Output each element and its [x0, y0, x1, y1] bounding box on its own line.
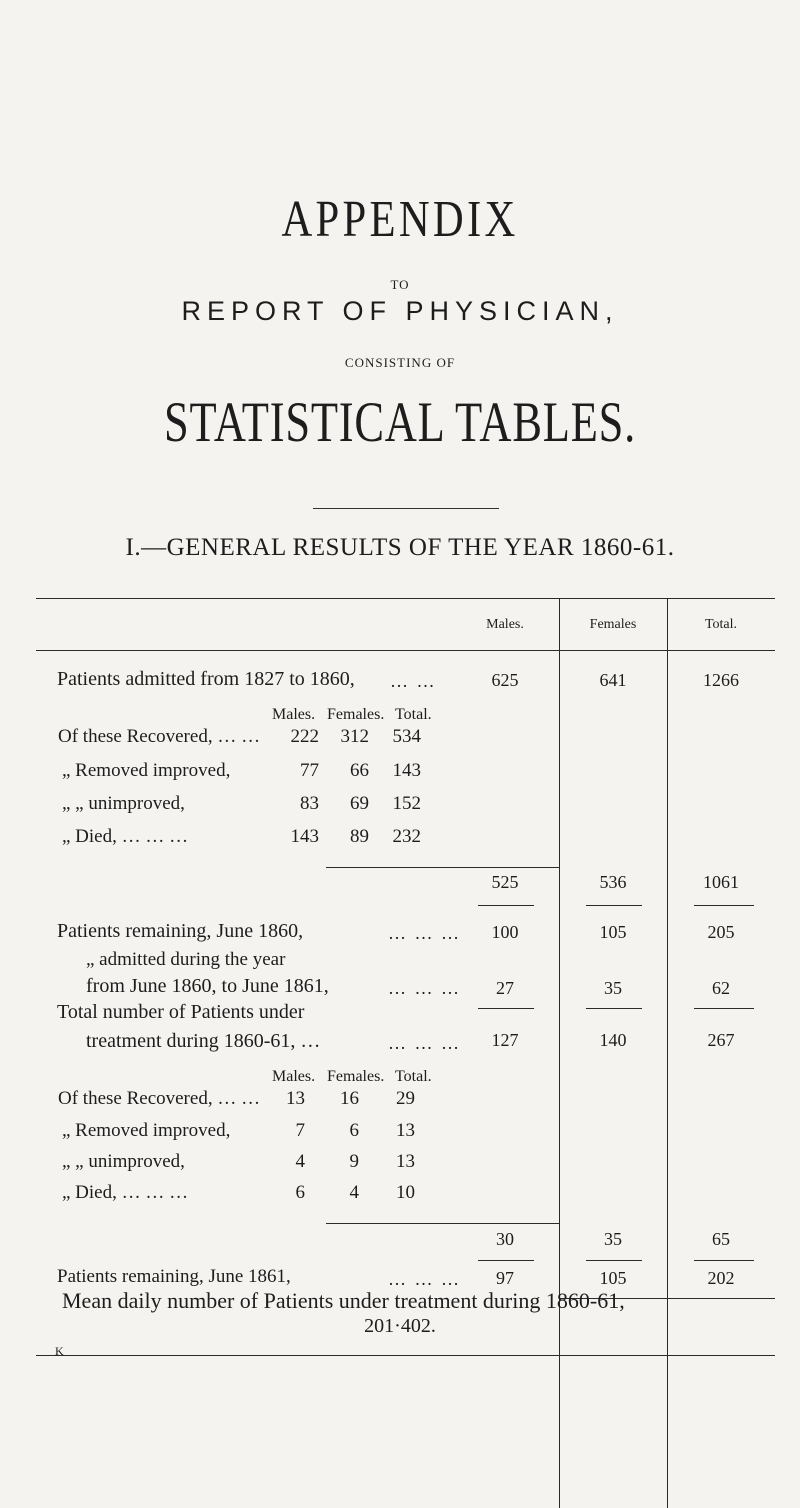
sub2-died-total: 10 [396, 1182, 415, 1203]
sub1-unimproved-females: 69 [350, 793, 369, 814]
sub1-recovered-males: 222 [290, 726, 319, 747]
sub2-recovered-males: 13 [286, 1088, 305, 1109]
sub1-died-males: 143 [290, 826, 319, 847]
page-bottom-rule [36, 1355, 775, 1356]
sub1-header-total: Total. [395, 706, 432, 723]
remaining-1860-total: 205 [707, 922, 735, 942]
row-dots-total-treatment: … … … [388, 1033, 461, 1053]
row-label-remaining-1861: Patients remaining, June 1861, [57, 1266, 291, 1287]
title-divider [313, 508, 499, 509]
header-rule [36, 650, 775, 651]
sub1-unimproved-males: 83 [300, 793, 319, 814]
remaining-1861-males: 97 [496, 1268, 514, 1288]
rule-m-3 [478, 1260, 534, 1261]
sub1-row-unimproved: „ „ unimproved, [62, 793, 185, 814]
row-label-admitted: Patients admitted from 1827 to 1860, [57, 668, 355, 690]
sub2-row-recovered: Of these Recovered, … … [58, 1088, 261, 1109]
sub2-header-total: Total. [395, 1068, 432, 1085]
admitted-year-total: 62 [712, 978, 730, 998]
row-dots-admitted: … … [390, 671, 437, 691]
sub1-improved-total: 143 [392, 760, 421, 781]
row-label-remaining-1860: Patients remaining, June 1860, [57, 920, 304, 942]
sub1-improved-males: 77 [300, 760, 319, 781]
mean-daily-text: Mean daily number of Patients under treatment during 1860-61, [62, 1288, 625, 1313]
rule-f-3 [586, 1260, 642, 1261]
total-treatment-females: 140 [599, 1030, 627, 1050]
sub2-row-unimproved: „ „ unimproved, [62, 1151, 185, 1172]
sub2-total-females: 35 [604, 1229, 622, 1249]
sub2-sum-rule [326, 1223, 560, 1224]
sub2-unimproved-total: 13 [396, 1151, 415, 1172]
sub1-total-males: 525 [491, 872, 519, 892]
sub1-died-total: 232 [392, 826, 421, 847]
table-top-rule [36, 598, 775, 599]
row-label-total-treatment-1: Total number of Patients under [57, 1001, 305, 1023]
mean-daily-value: 201·402. [364, 1315, 436, 1337]
sub2-recovered-females: 16 [340, 1088, 359, 1109]
section-title: I.—GENERAL RESULTS OF THE YEAR 1860-61. [125, 534, 675, 561]
sub1-sum-rule [326, 867, 560, 868]
remaining-1860-males: 100 [491, 922, 519, 942]
sub1-died-females: 89 [350, 826, 369, 847]
admitted-total: 1266 [703, 670, 739, 690]
sub2-improved-total: 13 [396, 1120, 415, 1141]
row-dots-admitted-year: … … … [388, 978, 461, 998]
rule-m-1 [478, 905, 534, 906]
rule-t-3 [694, 1260, 754, 1261]
sub1-total-total: 1061 [703, 872, 739, 892]
col-header-males: Males. [486, 617, 524, 632]
sub2-improved-females: 6 [349, 1120, 359, 1141]
sub2-header-females: Females. [327, 1068, 385, 1085]
col-divider-2 [667, 598, 668, 1508]
statistical-tables-title: STATISTICAL TABLES. [163, 391, 637, 454]
row-label-admitted-year-1: „ admitted during the year [86, 949, 286, 970]
sub2-improved-males: 7 [295, 1120, 305, 1141]
consisting-label: CONSISTING OF [344, 355, 456, 370]
sub2-unimproved-females: 9 [349, 1151, 359, 1172]
to-label: TO [390, 277, 410, 292]
sub2-died-females: 4 [349, 1182, 359, 1203]
signature-mark: K [55, 1344, 64, 1358]
admitted-males: 625 [491, 670, 519, 690]
remaining-1860-females: 105 [599, 922, 627, 942]
sub2-header-males: Males. [272, 1068, 316, 1085]
col-divider-1 [559, 598, 560, 1508]
row-label-total-treatment-2: treatment during 1860-61, … [86, 1030, 321, 1052]
sub2-recovered-total: 29 [396, 1088, 415, 1109]
sub1-improved-females: 66 [350, 760, 369, 781]
sub1-row-died: „ Died, … … … [62, 826, 189, 847]
sub1-unimproved-total: 152 [392, 793, 421, 814]
sub2-row-died: „ Died, … … … [62, 1182, 189, 1203]
row-label-admitted-year-2: from June 1860, to June 1861, [86, 975, 329, 997]
sub1-total-females: 536 [599, 872, 627, 892]
admitted-year-females: 35 [604, 978, 622, 998]
rule-t-1 [694, 905, 754, 906]
total-treatment-males: 127 [491, 1030, 519, 1050]
sub1-recovered-females: 312 [340, 726, 369, 747]
sub1-row-recovered: Of these Recovered, … … [58, 726, 261, 747]
sub2-row-removed-improved: „ Removed improved, [62, 1120, 231, 1141]
admitted-females: 641 [599, 670, 627, 690]
sub2-died-males: 6 [295, 1182, 305, 1203]
rule-f-2 [586, 1008, 642, 1009]
remaining-1861-total: 202 [707, 1268, 735, 1288]
sub1-header-females: Females. [327, 706, 385, 723]
rule-t-2 [694, 1008, 754, 1009]
sub1-header-males: Males. [272, 706, 316, 723]
report-title: REPORT OF PHYSICIAN, [181, 296, 619, 326]
sub2-total-males: 30 [496, 1229, 514, 1249]
sub2-total-total: 65 [712, 1229, 730, 1249]
col-header-total: Total. [704, 617, 738, 632]
remaining-1861-females: 105 [599, 1268, 627, 1288]
sub1-row-removed-improved: „ Removed improved, [62, 760, 231, 781]
row-dots-remaining-1861: … … … [388, 1269, 461, 1289]
rule-m-2 [478, 1008, 534, 1009]
admitted-year-males: 27 [496, 978, 514, 998]
sub1-recovered-total: 534 [392, 726, 421, 747]
col-header-females: Females [589, 617, 637, 632]
rule-f-1 [586, 905, 642, 906]
total-treatment-total: 267 [707, 1030, 735, 1050]
sub2-unimproved-males: 4 [295, 1151, 305, 1172]
row-dots-remaining-1860: … … … [388, 923, 461, 943]
appendix-title: APPENDIX [281, 191, 519, 248]
